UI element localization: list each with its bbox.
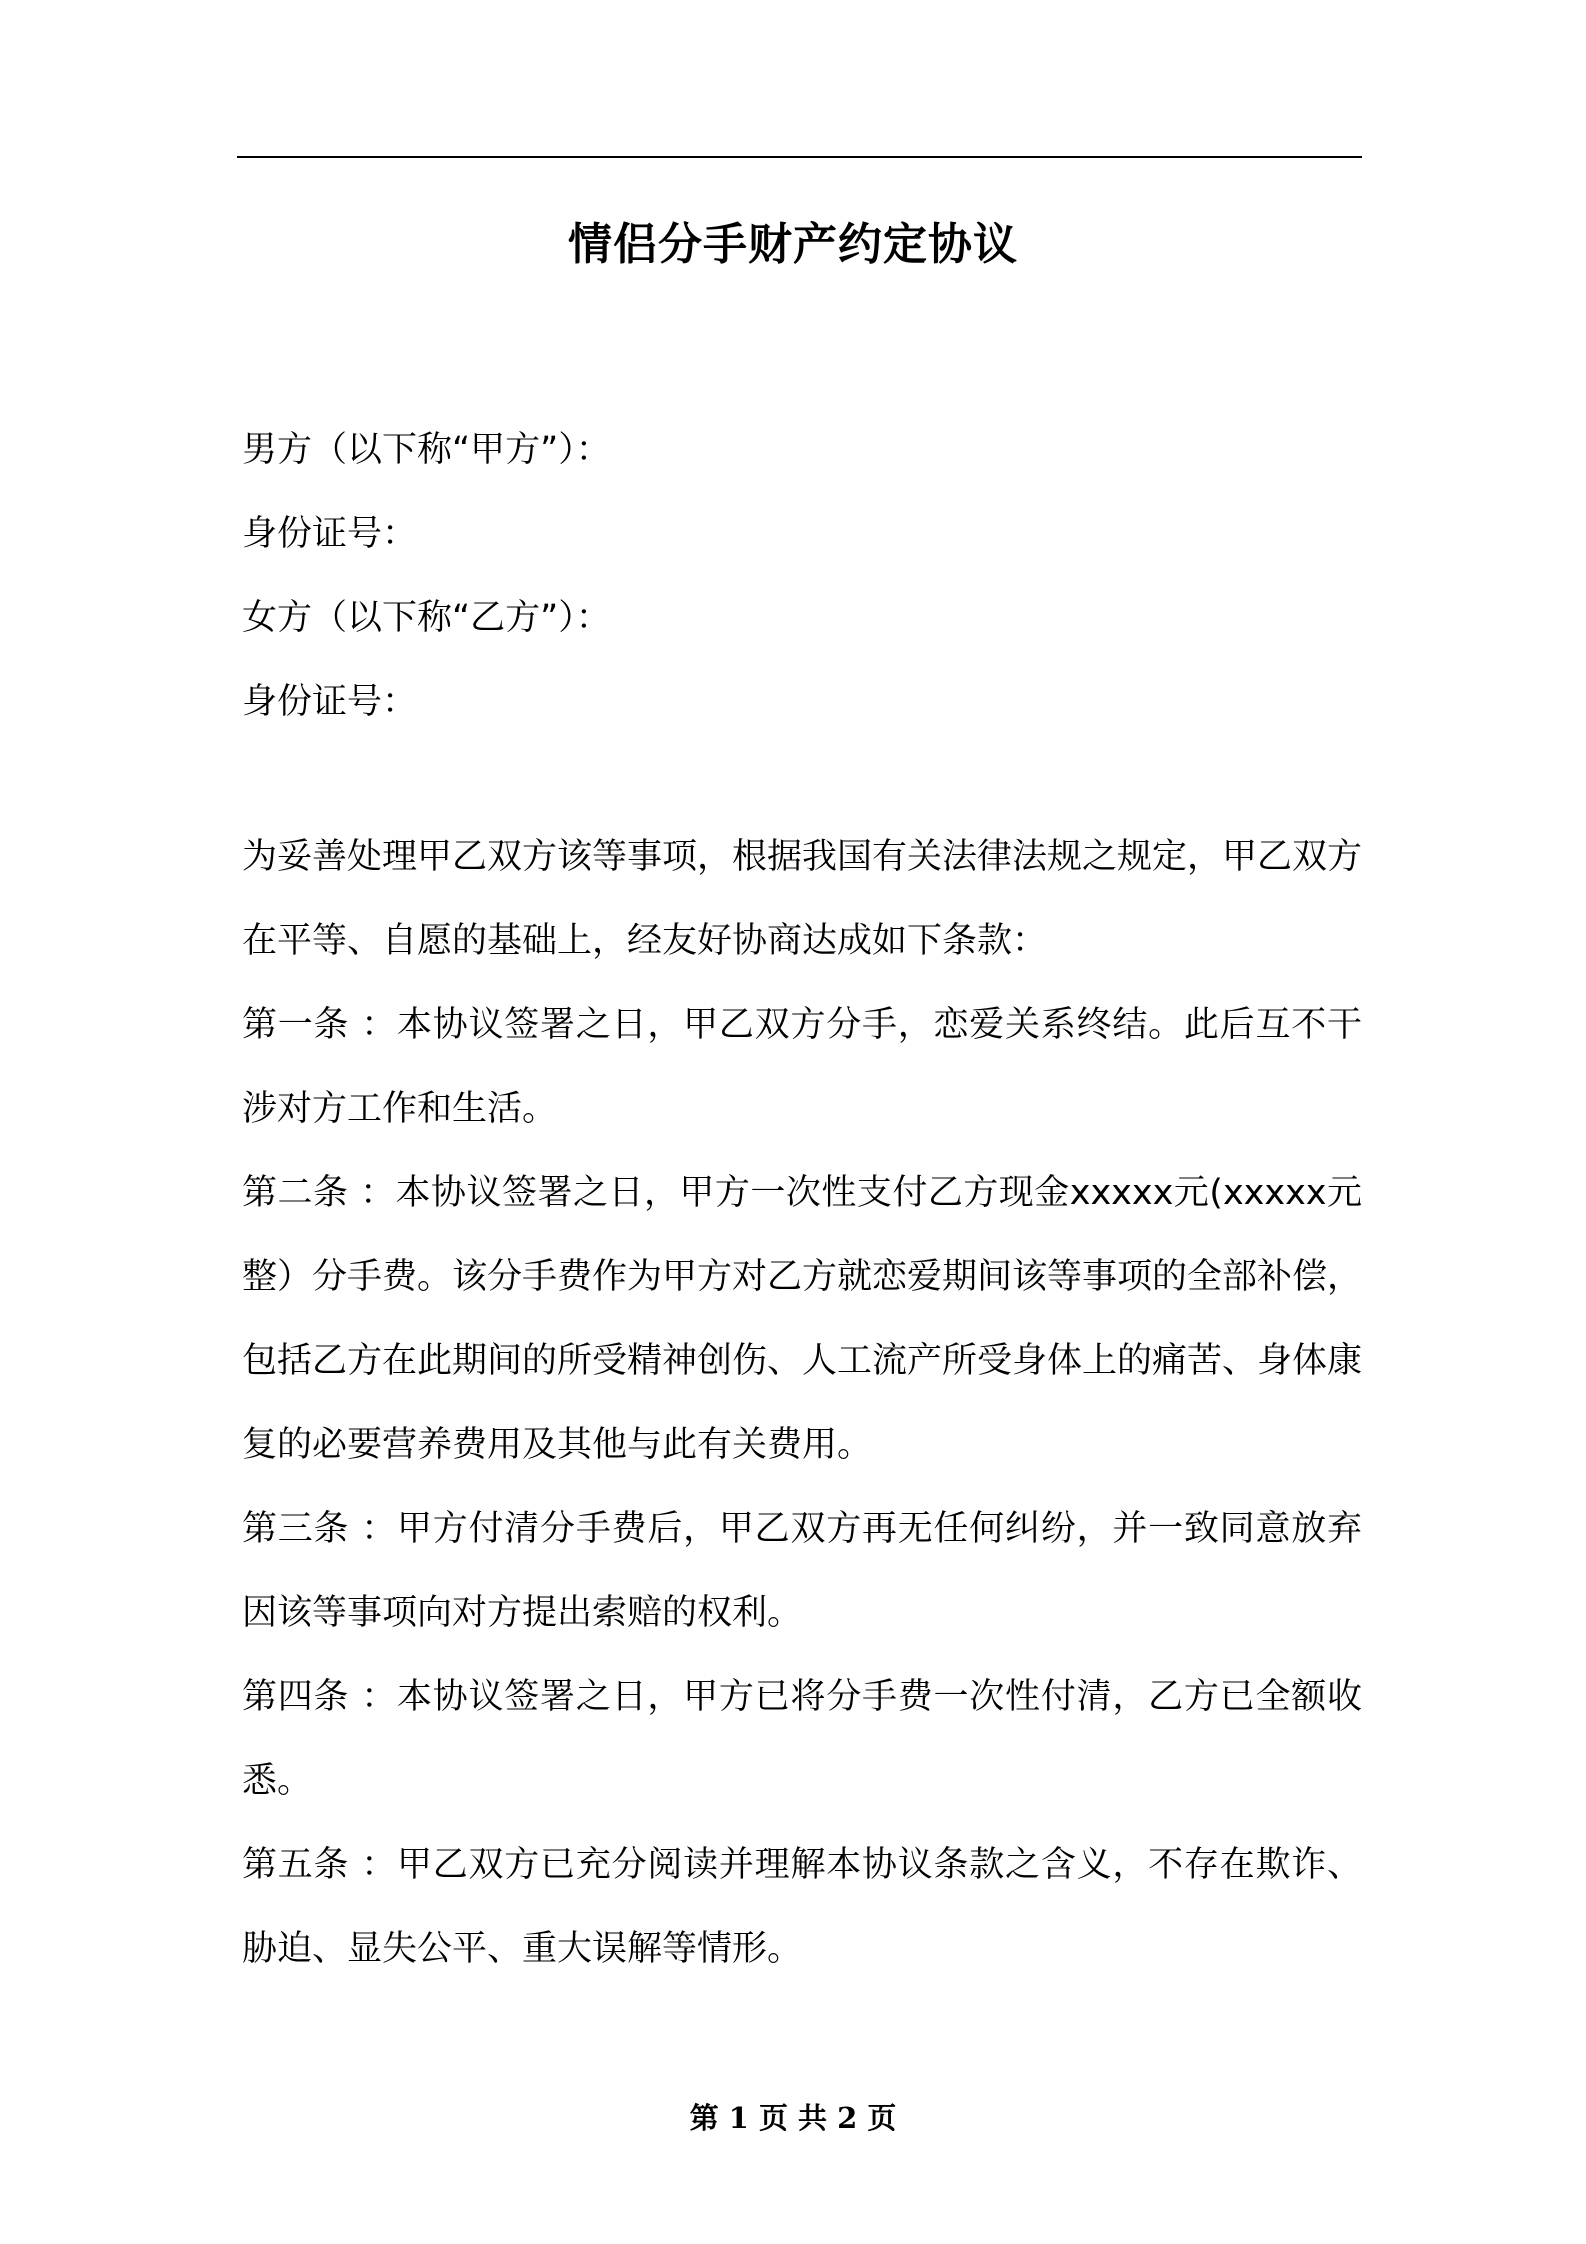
agreement-body [242,815,1362,1991]
clause-4: 第四条 ：本协议签署之日，甲方已将分手费一次性付清，乙方已全额收悉。 [242,1677,1362,1801]
clause-5: 第五条 ：甲乙双方已充分阅读并理解本协议条款之含义，不存在欺诈、胁迫、显失公平、重大误解等情形。 [242,1845,1362,1969]
clause-3: 第三条 ：甲方付清分手费后，甲乙双方再无任何纠纷，并一致同意放弃因该等事项向对方提出索赔的权利。 [242,1509,1362,1633]
document-title: 情侣分手财产约定协议 [568,219,1018,270]
party-b-id-line: 身份证号： [242,682,418,722]
party-a-line: 男方（以下称“甲方”）： [242,430,611,470]
header-divider [237,156,1362,158]
page-number-footer: 第 1 页 共 2 页 [689,2101,897,2135]
preamble-paragraph: 为妥善处理甲乙双方该等事项，根据我国有关法律法规之规定，甲乙双方在平等、自愿的基础上，经友好协商达成如下条款： [242,837,1363,961]
party-info-block [242,408,1362,744]
clause-1: 第一条 ：本协议签署之日，甲乙双方分手，恋爱关系终结。此后互不干涉对方工作和生活。 [242,1005,1362,1129]
clause-2: 第二条 ：本协议签署之日，甲方一次性支付乙方现金xxxxx元(xxxxx元整）分手费。该分手费作为甲方对乙方就恋爱期间该等事项的全部补偿，包括乙方在此期间的所受精神创伤、人工流产所受身体上的痛苦、身体康复的必要营养费用及其他与此有关费用。 [242,1173,1363,1465]
party-a-id-line: 身份证号： [242,514,418,554]
party-b-line: 女方（以下称“乙方”）： [242,598,611,638]
